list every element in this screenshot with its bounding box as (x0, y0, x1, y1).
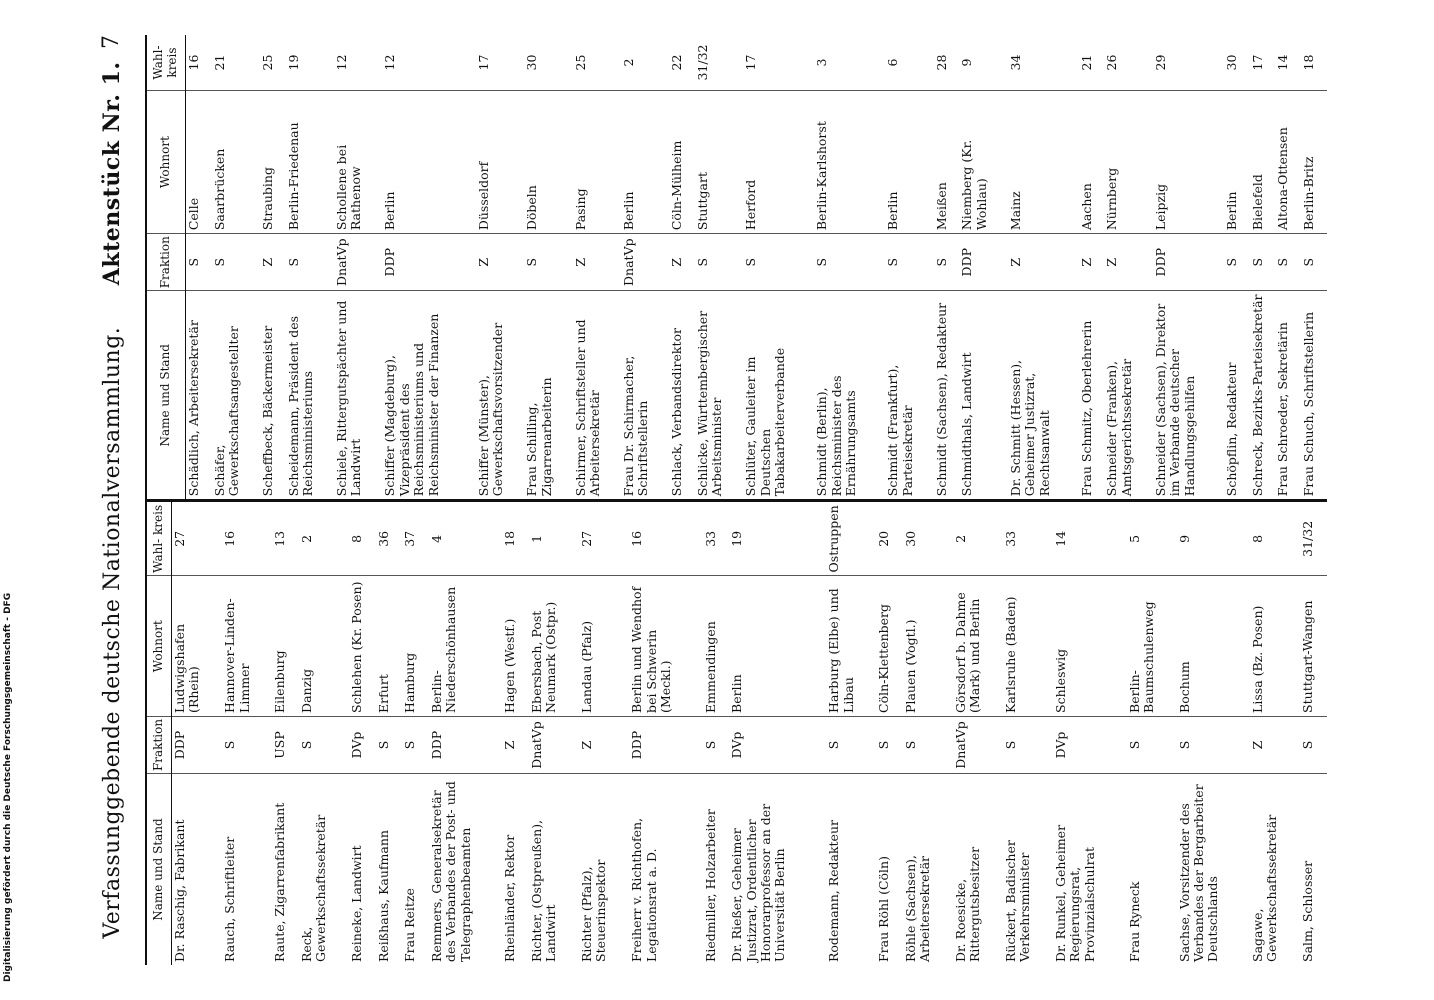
member-name-cell: Schlack, Verbandsdirektor (669, 328, 685, 497)
member-name-cell: Röhle (Sachsen), Arbeitersekretär (902, 854, 933, 962)
fraktion-cell: S (1177, 716, 1250, 773)
member-name-cell: Freiherr v. Richthofen, Legationsrat a. D. (629, 817, 659, 962)
table-row (349, 501, 376, 965)
table-row (1250, 501, 1300, 965)
member-name-cell: Schiffer (Magdeburg), Vizepräsident des Reichsministeriums und Reichsminister der Finanzen (382, 313, 441, 497)
fraktion-cell: S (1300, 716, 1327, 773)
wahlkreis-cell: 25 (573, 35, 621, 91)
table-row (171, 501, 222, 965)
member-name-cell: Dr. Raschig, Fabrikant (171, 819, 187, 962)
wahlkreis-cell: 33 (1003, 501, 1053, 576)
wohnort-cell: Görsdorf b. Dahme (Mark) und Berlin (953, 576, 1003, 717)
wahlkreis-cell: 2 (953, 501, 1003, 576)
wohnort-cell: Hannover-Linden-Limmer (222, 576, 272, 717)
member-name-cell: Frau Schroeder, Sekretärin (1275, 322, 1291, 497)
member-name-cell: Schlicke, Württembergischer Arbeitsminister (695, 310, 725, 497)
table-row (959, 35, 1007, 499)
table-row (1079, 35, 1105, 499)
wohnort-cell: Leipzig (1153, 91, 1224, 234)
table-row (272, 501, 299, 965)
wohnort-cell: Straubing (260, 91, 286, 234)
fraktion-cell: DVp (349, 716, 376, 773)
table-row (573, 35, 621, 499)
member-name-cell: Reck, Gewerkschaftssekretär (298, 814, 329, 962)
wohnort-cell: Aachen (1079, 91, 1105, 234)
wohnort-cell: Stuttgart-Wangen (1300, 576, 1327, 717)
member-name-cell: Remmers, Generalsekretär des Verbandes der Post- und Telegraphenbeamten (428, 781, 473, 962)
wohnort-cell: Niemberg (Kr. Wohlau) (959, 91, 1007, 234)
table-row (1250, 35, 1276, 499)
wohnort-cell: Berlin-Niederschönhausen (429, 576, 502, 717)
wahlkreis-cell: 30 (1224, 35, 1250, 91)
fraktion-cell: DDP (429, 716, 502, 773)
member-name-cell: Frau Reitze (402, 888, 418, 962)
wohnort-cell: Emmendingen (703, 576, 730, 717)
fraktion-cell: Z (1079, 234, 1105, 291)
right-header-row (146, 35, 185, 499)
table-row (934, 35, 960, 499)
table-row (703, 501, 730, 965)
member-name-cell: Richter, (Ostpreußen), Landwirt (529, 819, 559, 962)
table-row (529, 501, 579, 965)
wohnort-cell: Meißen (934, 91, 960, 234)
wohnort-cell: Landau (Pfalz) (579, 576, 629, 717)
fraktion-cell: Z (573, 234, 621, 291)
wahlkreis-cell: 3 (814, 35, 885, 91)
page-number: 7 (99, 35, 124, 49)
left-table (145, 499, 1327, 965)
table-row (476, 35, 524, 499)
table-row (382, 35, 476, 499)
wahlkreis-cell: 34 (1008, 35, 1079, 91)
wohnort-cell: Ludwigshafen (Rhein) (171, 576, 222, 717)
wahlkreis-cell: 13 (272, 501, 299, 576)
table-row (826, 501, 876, 965)
fraktion-cell: S (1301, 234, 1327, 291)
wohnort-cell: Saarbrücken (212, 91, 260, 234)
wohnort-cell: Karlsruhe (Baden) (1003, 576, 1053, 717)
wohnort-cell: Pasing (573, 91, 621, 234)
wohnort-cell: Hamburg (402, 576, 429, 717)
fraktion-cell: S (524, 234, 572, 291)
table-row (222, 501, 272, 965)
member-name-cell: Dr. Runkel, Geheimer Regierungsrat, Provinzialschulrat (1053, 824, 1097, 962)
wahlkreis-cell: 37 (402, 501, 429, 576)
table-row (885, 35, 933, 499)
wahlkreis-cell: 28 (934, 35, 960, 91)
table-row (876, 501, 903, 965)
fraktion-cell: S (286, 234, 334, 291)
member-name-cell: Rheinländer, Rektor (502, 834, 518, 962)
wahlkreis-cell: 19 (286, 35, 334, 91)
wohnort-cell: Cöln-Mülheim (669, 91, 695, 234)
col-name-header: Name und Stand (146, 291, 185, 499)
table-row (1300, 501, 1327, 965)
table-row (299, 501, 349, 965)
wahlkreis-cell: 27 (579, 501, 629, 576)
wohnort-cell: Cöln-Klettenberg (876, 576, 903, 717)
fraktion-cell: S (1275, 234, 1301, 291)
page-header (95, 35, 135, 965)
wahlkreis-cell: 8 (1250, 501, 1300, 576)
wahlkreis-cell: 18 (1301, 35, 1327, 91)
wahlkreis-cell: 1 (529, 501, 579, 576)
wohnort-cell: Düsseldorf (476, 91, 524, 234)
fraktion-cell: DDP (382, 234, 476, 291)
fraktion-cell: Z (502, 716, 529, 773)
member-name-cell: Schmidt (Berlin), Reichsminister des Ernährungsamts (814, 375, 859, 497)
member-name-cell: Raute, Zigarrenfabrikant (272, 802, 288, 962)
fraktion-cell: DnatVp (529, 716, 579, 773)
member-name-cell: Frau Schmitz, Oberlehrerin (1078, 320, 1094, 497)
member-name-cell: Dr. Schmitt (Hessen), Geheimer Justizrat, Rechtsanwalt (1007, 359, 1052, 497)
wahlkreis-cell: 14 (1053, 501, 1126, 576)
left-header-row (146, 501, 171, 965)
wohnort-cell: Altona-Ottensen (1275, 91, 1301, 234)
fraktion-cell: DDP (1153, 234, 1224, 291)
wahlkreis-cell: 12 (334, 35, 382, 91)
col-wohnort-header: Wohnort (146, 91, 185, 234)
wohnort-cell: Nürnberg (1104, 91, 1152, 234)
fraktion-cell: DnatVp (334, 234, 382, 291)
fraktion-cell: S (695, 234, 743, 291)
table-row (402, 501, 429, 965)
wohnort-cell: Bochum (1177, 576, 1250, 717)
wahlkreis-cell: 31/32 (1300, 501, 1327, 576)
table-row (286, 35, 334, 499)
fraktion-cell: Z (579, 716, 629, 773)
member-name-cell: Schiffer (Münster), Gewerkschaftsvorsitzender (475, 322, 506, 497)
wohnort-cell: Berlin-Friedenau (286, 91, 334, 234)
table-row (953, 501, 1003, 965)
member-name-cell: Schreck, Bezirks-Parteisekretär (1249, 294, 1265, 497)
fraktion-cell: S (376, 716, 403, 773)
table-row (1301, 35, 1327, 499)
table-row (1127, 501, 1177, 965)
wohnort-cell: Lissa (Bz. Posen) (1250, 576, 1300, 717)
wahlkreis-cell: 17 (1250, 35, 1276, 91)
table-row (260, 35, 286, 499)
member-name-cell: Salm, Schlosser (1300, 860, 1316, 962)
wohnort-cell: Berlin (621, 91, 669, 234)
member-name-cell: Schmidt (Sachsen), Redakteur (933, 302, 949, 497)
member-name-cell: Schirmer, Schriftsteller und Arbeitersekretär (572, 319, 603, 497)
wahlkreis-cell: 14 (1275, 35, 1301, 91)
side-credit-text: Digitalisierung gefördert durch die Deutsche Forschungsgemeinschaft - DFG (3, 592, 13, 982)
table-row (903, 501, 953, 965)
wohnort-cell: Schlehen (Kr. Posen) (349, 576, 376, 717)
fraktion-cell: S (1127, 716, 1177, 773)
fraktion-cell: Z (1008, 234, 1079, 291)
fraktion-cell: Z (260, 234, 286, 291)
wahlkreis-cell: 6 (885, 35, 933, 91)
wahlkreis-cell: 36 (376, 501, 403, 576)
fraktion-cell: DVp (1053, 716, 1126, 773)
fraktion-cell: DVp (729, 716, 826, 773)
wohnort-cell: Schollene bei Rathenow (334, 91, 382, 234)
fraktion-cell: S (1224, 234, 1250, 291)
member-name-cell: Schmidthals, Landwirt (959, 352, 975, 497)
wohnort-cell: Danzig (299, 576, 349, 717)
wahlkreis-cell: 19 (729, 501, 826, 576)
side-credit (3, 12, 17, 992)
wahlkreis-cell: 16 (222, 501, 272, 576)
member-name-cell: Reißhaus, Kaufmann (375, 830, 391, 962)
fraktion-cell: DnatVp (953, 716, 1003, 773)
col-name-header: Name und Stand (146, 774, 171, 965)
member-name-cell: Scheidemann, Präsident des Reichsministeriums (285, 315, 316, 497)
wohnort-cell: Berlin (382, 91, 476, 234)
wohnort-cell: Berlin (885, 91, 933, 234)
left-table-body (171, 501, 1327, 965)
wahlkreis-cell: 25 (260, 35, 286, 91)
wahlkreis-cell: 2 (621, 35, 669, 91)
wahlkreis-cell: 18 (502, 501, 529, 576)
wahlkreis-cell: 21 (1079, 35, 1105, 91)
fraktion-cell: DnatVp (621, 234, 669, 291)
member-name-cell: Schöpflin, Redakteur (1223, 362, 1239, 497)
table-row (185, 35, 212, 499)
table-row (579, 501, 629, 965)
wahlkreis-cell: 5 (1127, 501, 1177, 576)
table-row (1008, 35, 1079, 499)
fraktion-cell: S (703, 716, 730, 773)
member-name-cell: Dr. Roesicke, Rittergutsbesitzer (952, 846, 983, 962)
table-row (814, 35, 885, 499)
member-tables (145, 35, 1327, 965)
table-row (1275, 35, 1301, 499)
wahlkreis-cell: 31/32 (695, 35, 743, 91)
fraktion-cell: S (885, 234, 933, 291)
fraktion-cell: DDP (171, 716, 222, 773)
member-name-cell: Schädlich, Arbeitersekretär (185, 320, 201, 497)
fraktion-cell: USP (272, 716, 299, 773)
member-name-cell: Frau Dr. Schirmacher, Schriftstellerin (621, 355, 651, 497)
wohnort-cell: Celle (185, 91, 212, 234)
wohnort-cell: Döbeln (524, 91, 572, 234)
member-name-cell: Rückert, Badischer Verkehrsminister (1003, 840, 1033, 962)
wahlkreis-cell: 17 (743, 35, 814, 91)
member-name-cell: Frau Röhl (Cöln) (876, 856, 892, 962)
table-row (429, 501, 502, 965)
table-row (1153, 35, 1224, 499)
wahlkreis-cell: 4 (429, 501, 502, 576)
wohnort-cell: Mainz (1008, 91, 1079, 234)
table-row (1003, 501, 1053, 965)
fraktion-cell: S (934, 234, 960, 291)
table-row (1224, 35, 1250, 499)
table-row (743, 35, 814, 499)
fraktion-cell: S (743, 234, 814, 291)
member-name-cell: Scheffbeck, Bäckermeister (259, 325, 275, 497)
table-row (729, 501, 826, 965)
member-name-cell: Frau Schilling, Zigarrenarbeiterin (524, 377, 554, 497)
wohnort-cell: Hagen (Westf.) (502, 576, 529, 717)
wohnort-cell: Berlin und Wendhof bei Schwerin (Meckl.) (629, 576, 702, 717)
header-title-line (99, 61, 125, 938)
wohnort-cell: Berlin-Karlshorst (814, 91, 885, 234)
wohnort-cell: Harburg (Elbe) und Libau (826, 576, 876, 717)
member-name-cell: Frau Schuch, Schriftstellerin (1301, 311, 1317, 497)
wohnort-cell: Bielefeld (1250, 91, 1276, 234)
col-wohnort-header: Wohnort (146, 576, 171, 717)
right-table (145, 35, 1327, 499)
table-row (695, 35, 743, 499)
fraktion-cell: DDP (959, 234, 1007, 291)
wohnort-cell: Erfurt (376, 576, 403, 717)
member-name-cell: Schmidt (Frankfurt), Parteisekretär (885, 364, 915, 497)
wahlkreis-cell: 26 (1104, 35, 1152, 91)
member-name-cell: Rodemann, Redakteur (826, 820, 842, 962)
wohnort-cell: Plauen (Vogtl.) (903, 576, 953, 717)
wahlkreis-cell: 33 (703, 501, 730, 576)
member-name-cell: Schiele, Rittergutspächter und Landwirt (334, 300, 364, 497)
member-name-cell: Schneider (Sachsen), Direktor im Verbande deutscher Handlungsgehilfen (1152, 303, 1197, 497)
table-row (629, 501, 702, 965)
wahlkreis-cell: 9 (1177, 501, 1250, 576)
right-table-body (185, 35, 1327, 499)
fraktion-cell: S (1250, 234, 1276, 291)
wahlkreis-cell: 30 (903, 501, 953, 576)
fraktion-cell: S (826, 716, 876, 773)
table-row (376, 501, 403, 965)
member-name-cell: Schlüter, Gauleiter im Deutschen Tabakarbeiterverbande (743, 347, 788, 497)
col-fraktion-header: Fraktion (146, 716, 171, 773)
table-row (1177, 501, 1250, 965)
wahlkreis-cell: 20 (876, 501, 903, 576)
member-name-cell: Rauch, Schriftleiter (222, 836, 238, 962)
wahlkreis-cell: 21 (212, 35, 260, 91)
wahlkreis-cell: 27 (171, 501, 222, 576)
fraktion-cell: S (222, 716, 272, 773)
wahlkreis-cell: 17 (476, 35, 524, 91)
wahlkreis-cell: 9 (959, 35, 1007, 91)
wahlkreis-cell: 12 (382, 35, 476, 91)
member-name-cell: Schneider (Franken), Amtsgerichtssekretär (1104, 358, 1134, 497)
wohnort-cell: Schleswig (1053, 576, 1126, 717)
member-name-cell: Sachse, Vorsitzender des Verbandes der Bergarbeiter Deutschlands (1176, 784, 1221, 962)
wahlkreis-cell: 30 (524, 35, 572, 91)
member-name-cell: Dr. Rießer, Geheimer Justizrat, Ordentlicher Honorarprofessor an der Universität Berlin (729, 803, 788, 962)
member-name-cell: Riedmiller, Holzarbeiter (702, 809, 718, 962)
member-name-cell: Schäfer, Gewerkschaftsangestellter (211, 326, 241, 497)
wohnort-cell: Eilenburg (272, 576, 299, 717)
wahlkreis-cell: 22 (669, 35, 695, 91)
wahlkreis-cell: 16 (629, 501, 702, 576)
fraktion-cell: Z (1104, 234, 1152, 291)
col-fraktion-header: Fraktion (146, 234, 185, 291)
fraktion-cell: Z (476, 234, 524, 291)
table-row (669, 35, 695, 499)
wahlkreis-cell: Ostruppen (826, 501, 876, 576)
rotated-page (90, 0, 1345, 1000)
col-wahlkreis-header: Wahl- kreis (146, 35, 185, 91)
header-reference: Aktenstück Nr. 1. (99, 61, 125, 286)
fraktion-cell: S (185, 234, 212, 291)
wohnort-cell: Herford (743, 91, 814, 234)
wohnort-cell: Berlin-Britz (1301, 91, 1327, 234)
fraktion-cell: Z (669, 234, 695, 291)
wohnort-cell: Berlin (729, 576, 826, 717)
fraktion-cell: S (1003, 716, 1053, 773)
member-name-cell: Sagawe, Gewerkschaftssekretär (1250, 814, 1280, 962)
member-name-cell: Richter (Pfalz), Steuerinspektor (579, 859, 609, 962)
fraktion-cell: S (814, 234, 885, 291)
fraktion-cell: S (903, 716, 953, 773)
wohnort-cell: Berlin-Baumschulenweg (1127, 576, 1177, 717)
table-row (1053, 501, 1126, 965)
fraktion-cell: Z (1250, 716, 1300, 773)
fraktion-cell: S (876, 716, 903, 773)
table-row (334, 35, 382, 499)
wohnort-cell: Ebersbach, Post Neumark (Ostpr.) (529, 576, 579, 717)
header-title: Verfassunggebende deutsche Nationalversammlung. (100, 326, 125, 939)
table-row (1104, 35, 1152, 499)
member-name-cell: Reineke, Landwirt (348, 845, 364, 962)
wohnort-cell: Stuttgart (695, 91, 743, 234)
table-row (212, 35, 260, 499)
wahlkreis-cell: 29 (1153, 35, 1224, 91)
member-name-cell: Frau Ryneck (1126, 881, 1142, 962)
col-wahlkreis-header: Wahl- kreis (146, 501, 171, 576)
wahlkreis-cell: 16 (185, 35, 212, 91)
fraktion-cell: S (299, 716, 349, 773)
wahlkreis-cell: 8 (349, 501, 376, 576)
wohnort-cell: Berlin (1224, 91, 1250, 234)
table-row (524, 35, 572, 499)
fraktion-cell: S (212, 234, 260, 291)
table-row (621, 35, 669, 499)
fraktion-cell: S (402, 716, 429, 773)
fraktion-cell: DDP (629, 716, 702, 773)
wahlkreis-cell: 2 (299, 501, 349, 576)
table-row (502, 501, 529, 965)
